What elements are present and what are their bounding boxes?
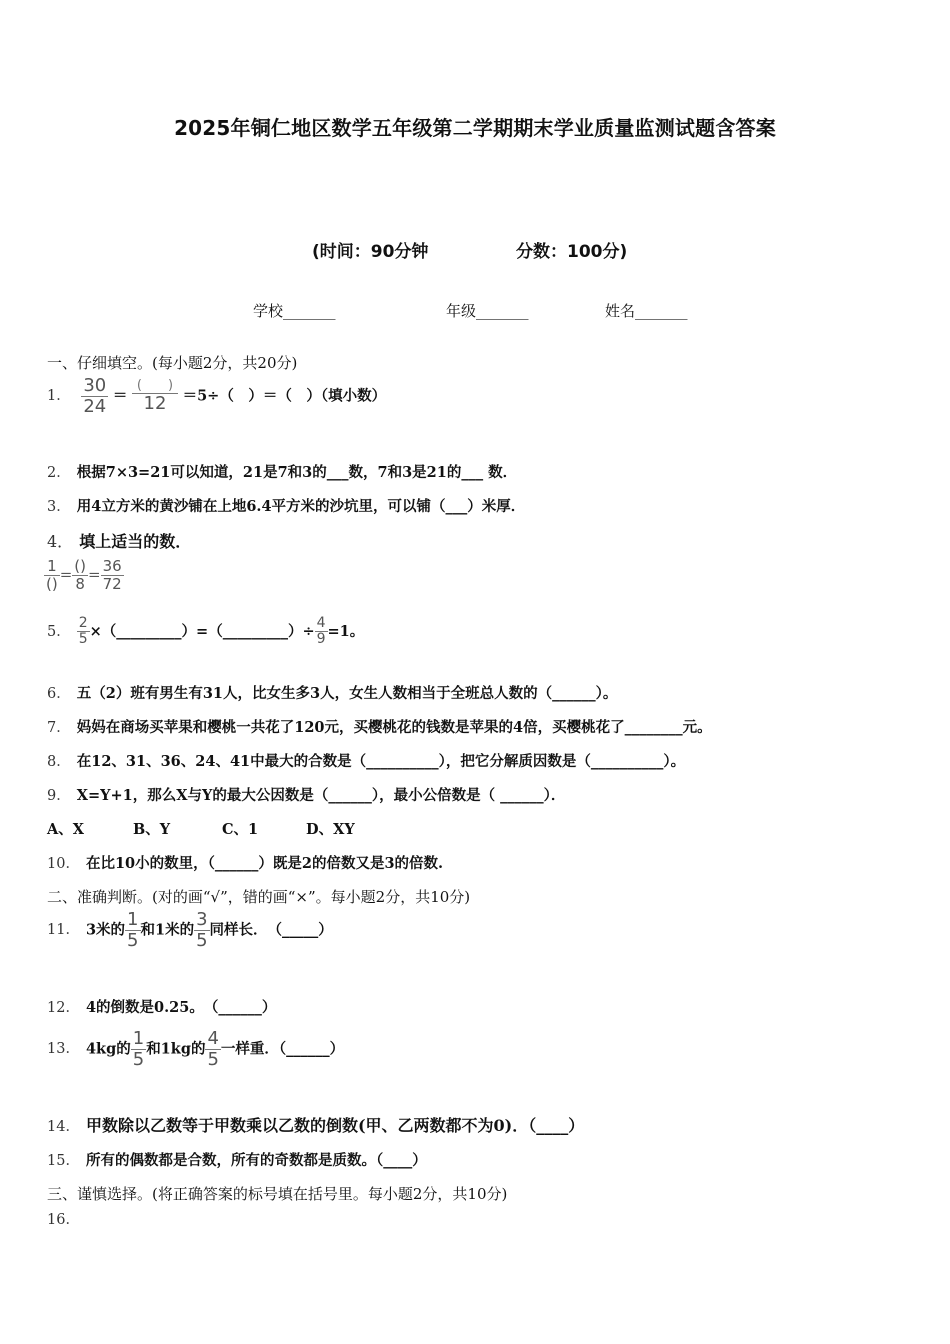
fraction: $\frac{2}{5}$: [78, 615, 88, 648]
question-2: 2． 根据7×3=21可以知道，21是7和3的___数，7和3是21的___ 数．: [47, 464, 518, 481]
option-c: C、1: [222, 821, 259, 838]
fraction: $\frac{1}{()}$: [46, 557, 58, 593]
question-5: 5． $\frac{2}{5}$ ×（_________）=（_________）÷ $\frac{4}{9}$ =1。: [47, 615, 365, 648]
question-number: 1．: [47, 388, 71, 405]
option-b: B、Y: [133, 821, 171, 838]
question-7: 7． 妈妈在商场买苹果和樱桃一共花了120元，买樱桃花的钱数是苹果的4倍，买樱桃花了________元。: [47, 719, 712, 736]
question-8: 8． 在12、31、36、24、41中最大的合数是（__________），把它分解质因数是（__________）。: [47, 753, 686, 770]
fraction: $\frac{36}{72}$: [102, 557, 122, 593]
question-9: 9． X=Y+1，那么X与Y的最大公因数是（______），最小公倍数是（ ______）．: [47, 787, 566, 804]
grade-field: 年级_______: [446, 302, 529, 320]
exam-time: (时间：90分钟: [312, 242, 429, 262]
fraction: $\frac{4}{9}$: [316, 615, 326, 648]
fraction: $\frac{4}{5}$: [207, 1028, 219, 1070]
fraction: $\frac{1}{5}$: [132, 1028, 145, 1070]
option-d: D、XY: [306, 821, 355, 838]
question-6: 6． 五（2）班有男生有31人，比女生多3人，女生人数相当于全班总人数的（______）。: [47, 685, 618, 702]
fraction: $\frac{()}{8}$: [74, 557, 87, 593]
fraction: $\frac{( )}{12}$: [132, 379, 178, 414]
question-4: 4． 填上适当的数．: [47, 532, 192, 551]
fraction: $\frac{30}{24}$: [83, 375, 107, 417]
question-11: 11． 3米的 $\frac{1}{5}$ 和1米的 $\frac{3}{5}$ 同样长． （_____）: [47, 909, 333, 951]
question-14: 14． 甲数除以乙数等于甲数乘以乙数的倒数(甲、乙两数都不为0)．（____）: [47, 1116, 585, 1135]
section-2-heading: 二、准确判断。(对的画“√”，错的画“×”。每小题2分，共10分): [47, 888, 471, 906]
school-field: 学校_______: [253, 302, 336, 320]
option-a: A、X: [47, 821, 85, 838]
question-15: 15． 所有的偶数都是合数，所有的奇数都是质数。（____）: [47, 1152, 427, 1169]
question-16: 16．: [47, 1212, 80, 1228]
page-title: 2025年铜仁地区数学五年级第二学期期末学业质量监测试题含答案: [174, 116, 776, 140]
fraction: $\frac{3}{5}$: [196, 909, 208, 951]
question-10: 10． 在比10小的数里，（______）既是2的倍数又是3的倍数.: [47, 855, 444, 872]
name-field: 姓名_______: [605, 302, 688, 320]
section-1-heading: 一、仔细填空。(每小题2分，共20分): [47, 354, 298, 372]
fraction: $\frac{1}{5}$: [127, 909, 139, 951]
question-3: 3． 用4立方米的黄沙铺在上地6.4平方米的沙坑里，可以铺（___）米厚．: [47, 498, 526, 515]
question-13: 13． 4kg的 $\frac{1}{5}$ 和1kg的 $\frac{4}{5}$ 一样重．（______）: [47, 1028, 345, 1070]
exam-score: 分数：100分): [516, 242, 628, 262]
question-12: 12． 4的倒数是0.25。 （______）: [47, 999, 277, 1016]
question-1: 1． $\frac{30}{24}$ ＝ $\frac{( )}{12}$ ＝5÷（ ）＝（ ）（填小数）: [47, 375, 387, 417]
question-4-equation: $\frac{1}{()}$ = $\frac{()}{8}$ = $\frac{36}{72}$: [46, 557, 122, 593]
section-3-heading: 三、谨慎选择。(将正确答案的标号填在括号里。每小题2分，共10分): [47, 1185, 508, 1203]
